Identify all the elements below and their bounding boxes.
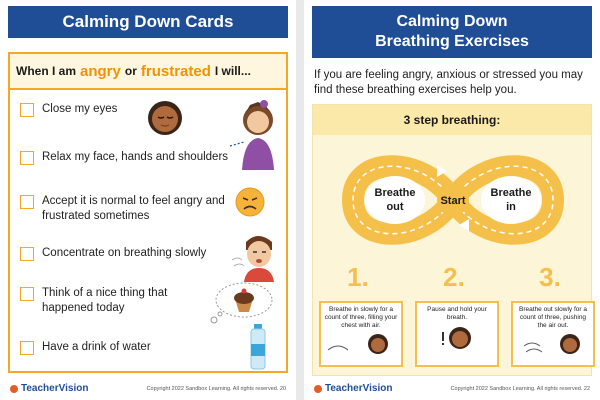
calming-card xyxy=(8,52,288,373)
teachervision-logo-icon xyxy=(314,385,322,393)
step-number: 2. xyxy=(443,262,465,292)
frowning-face-icon xyxy=(234,186,266,218)
start-label: Start xyxy=(440,195,466,207)
step-card-1: Breathe in slowly for a count of three, filling your chest with air. xyxy=(319,301,403,367)
copyright: Copyright 2022 Sandbox Learning. All rights reserved. 22 xyxy=(450,385,590,392)
calming-cards-page xyxy=(0,0,296,400)
checkbox[interactable] xyxy=(20,341,34,355)
checklist-item[interactable]: Have a drink of water xyxy=(20,340,242,355)
breathe-out-label-2: out xyxy=(386,201,404,213)
teachervision-logo-icon xyxy=(10,385,18,393)
brand-name: TeacherVision xyxy=(325,383,393,394)
frustrated-word: frustrated xyxy=(140,62,211,80)
checklist-item[interactable]: Accept it is normal to feel angry and frustrated sometimes xyxy=(20,194,232,224)
page-gutter xyxy=(296,0,304,400)
child-holding-breath-icon xyxy=(420,322,494,358)
breathe-in-label-1: Breathe xyxy=(490,187,532,199)
eyes-closed-girl-icon xyxy=(142,94,188,138)
checklist-item[interactable]: Concentrate on breathing slowly xyxy=(20,246,242,261)
water-bottle-icon xyxy=(248,324,268,370)
child-counting-icon xyxy=(324,330,398,358)
page-title: Calming Down Cards xyxy=(8,6,288,38)
step-number: 1. xyxy=(347,262,369,292)
page-title: Calming Down Breathing Exercises xyxy=(312,6,592,58)
card-header: When I am angry or frustrated I will... xyxy=(10,54,286,90)
intro-text: If you are feeling angry, anxious or stressed you may find these breathing exercises help you. xyxy=(314,69,583,96)
three-step-panel xyxy=(312,104,592,376)
panel-title: 3 step breathing: xyxy=(313,105,591,135)
breathe-out-label-1: Breathe xyxy=(374,187,416,199)
step-card-2: Pause and hold your breath. xyxy=(415,301,499,367)
breathe-in-label-2: in xyxy=(506,201,516,213)
brand-name: TeacherVision xyxy=(21,383,89,394)
step-number: 3. xyxy=(539,262,561,292)
checklist-item[interactable]: Relax my face, hands and shoulders xyxy=(20,150,242,165)
checkbox[interactable] xyxy=(20,151,34,165)
angry-word: angry xyxy=(80,62,121,80)
step-card-3: Breathe out slowly for a count of three, pushing the air out. xyxy=(511,301,595,367)
breathing-exercises-page xyxy=(304,0,600,400)
checkbox[interactable] xyxy=(20,287,34,301)
checkbox[interactable] xyxy=(20,247,34,261)
checkbox[interactable] xyxy=(20,103,34,117)
infinity-loop-diagram xyxy=(313,135,593,265)
copyright: Copyright 2022 Sandbox Learning. All rights reserved. 20 xyxy=(146,385,286,392)
page-footer xyxy=(10,383,286,394)
child-breathing-out-icon xyxy=(516,330,590,358)
thought-cupcake-icon xyxy=(206,280,276,326)
page-footer xyxy=(314,383,590,394)
breathe-in-circle xyxy=(481,176,541,224)
breathe-out-circle xyxy=(365,176,425,224)
checklist-item[interactable]: Think of a nice thing that happened today xyxy=(20,286,192,316)
checklist-item[interactable]: Close my eyes xyxy=(20,102,242,117)
relaxing-girl-icon xyxy=(230,98,282,170)
checkbox[interactable] xyxy=(20,195,34,209)
breathing-boy-icon xyxy=(232,230,282,282)
